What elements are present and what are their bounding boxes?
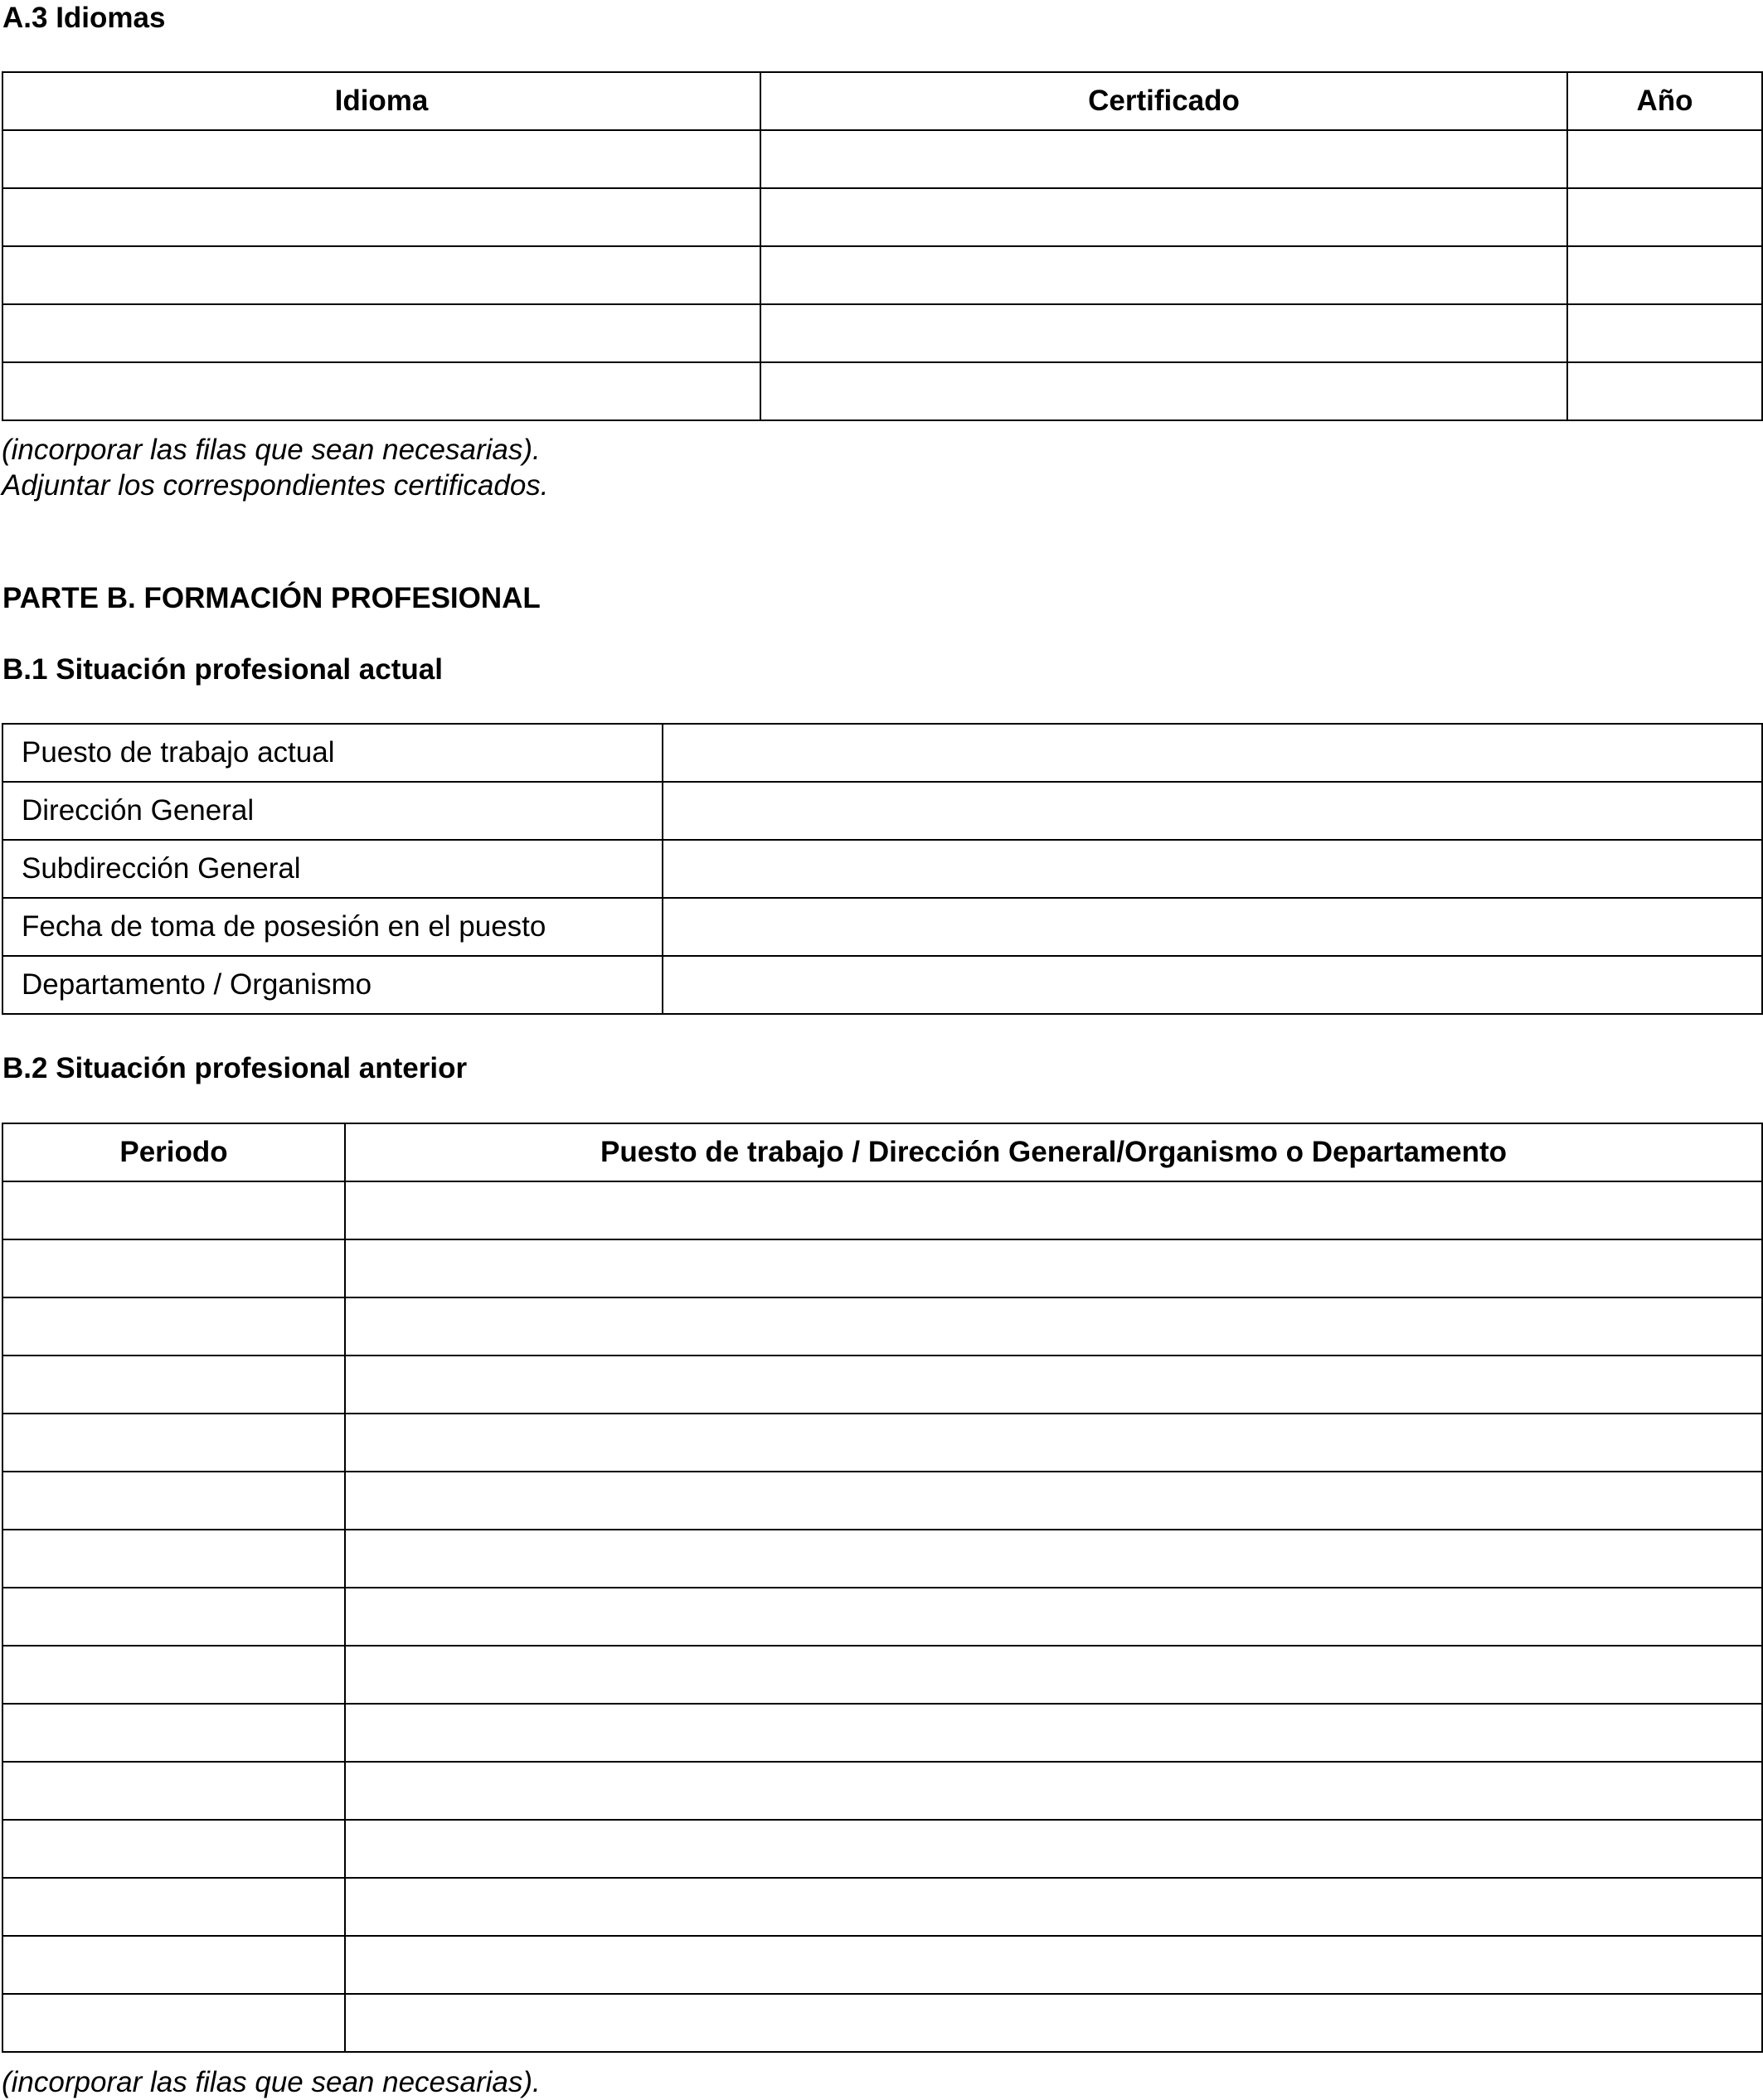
puesto-actual-field[interactable]	[663, 724, 1762, 782]
table-row	[2, 840, 1762, 898]
table-row	[2, 1414, 1762, 1472]
periodo-cell[interactable]	[2, 1239, 345, 1297]
periodo-cell[interactable]	[2, 1762, 345, 1820]
table-row	[2, 1762, 1762, 1820]
table-row	[2, 1878, 1762, 1936]
certificado-cell[interactable]	[760, 246, 1567, 304]
current-position-table	[2, 723, 1763, 1015]
periodo-cell[interactable]	[2, 1994, 345, 2052]
table-row	[2, 898, 1762, 956]
direccion-general-field[interactable]	[663, 782, 1762, 840]
table-row	[2, 956, 1762, 1014]
subdireccion-general-field[interactable]	[663, 840, 1762, 898]
field-label: Puesto de trabajo actual	[2, 724, 663, 782]
ano-cell[interactable]	[1567, 188, 1762, 246]
idioma-cell[interactable]	[2, 130, 760, 188]
puesto-departamento-cell[interactable]	[345, 1297, 1762, 1356]
puesto-departamento-cell[interactable]	[345, 1472, 1762, 1530]
table-row	[2, 188, 1762, 246]
table-row	[2, 724, 1762, 782]
column-header-periodo: Periodo	[2, 1123, 345, 1181]
column-header-idioma: Idioma	[2, 72, 760, 130]
idioma-cell[interactable]	[2, 188, 760, 246]
departamento-organismo-field[interactable]	[663, 956, 1762, 1014]
section-a3-title: A.3 Idiomas	[2, 2, 166, 34]
table-row	[2, 782, 1762, 840]
periodo-cell[interactable]	[2, 1588, 345, 1646]
languages-header-row	[2, 72, 1762, 130]
puesto-departamento-cell[interactable]	[345, 1820, 1762, 1878]
puesto-departamento-cell[interactable]	[345, 1994, 1762, 2052]
previous-positions-table	[2, 1123, 1763, 2053]
periodo-cell[interactable]	[2, 1530, 345, 1588]
field-label: Dirección General	[2, 782, 663, 840]
puesto-departamento-cell[interactable]	[345, 1646, 1762, 1704]
column-header-ano: Año	[1567, 72, 1762, 130]
periodo-cell[interactable]	[2, 1356, 345, 1414]
table-row	[2, 1239, 1762, 1297]
ano-cell[interactable]	[1567, 246, 1762, 304]
table-row	[2, 1994, 1762, 2052]
column-header-puesto-departamento: Puesto de trabajo / Dirección General/Organismo o Departamento	[345, 1123, 1762, 1181]
periodo-cell[interactable]	[2, 1414, 345, 1472]
periodo-cell[interactable]	[2, 1704, 345, 1762]
table-row	[2, 1588, 1762, 1646]
section-b2-title: B.2 Situación profesional anterior	[2, 1052, 468, 1084]
periodo-cell[interactable]	[2, 1472, 345, 1530]
periodo-cell[interactable]	[2, 1181, 345, 1239]
table-row	[2, 1704, 1762, 1762]
table-row	[2, 1356, 1762, 1414]
periodo-cell[interactable]	[2, 1646, 345, 1704]
table-row	[2, 362, 1762, 420]
puesto-departamento-cell[interactable]	[345, 1936, 1762, 1994]
table-row	[2, 1181, 1762, 1239]
previous-positions-header-row	[2, 1123, 1762, 1181]
ano-cell[interactable]	[1567, 130, 1762, 188]
certificado-cell[interactable]	[760, 362, 1567, 420]
previous-positions-body	[2, 1181, 1762, 2052]
column-header-certificado: Certificado	[760, 72, 1567, 130]
idioma-cell[interactable]	[2, 362, 760, 420]
certificado-cell[interactable]	[760, 304, 1567, 362]
ano-cell[interactable]	[1567, 362, 1762, 420]
puesto-departamento-cell[interactable]	[345, 1239, 1762, 1297]
part-b-title: PARTE B. FORMACIÓN PROFESIONAL	[2, 582, 541, 614]
attach-certificates-note: Adjuntar los correspondientes certificados.	[2, 469, 549, 502]
puesto-departamento-cell[interactable]	[345, 1181, 1762, 1239]
idioma-cell[interactable]	[2, 246, 760, 304]
field-label: Fecha de toma de posesión en el puesto	[2, 898, 663, 956]
field-label: Departamento / Organismo	[2, 956, 663, 1014]
table-row	[2, 1820, 1762, 1878]
field-label: Subdirección General	[2, 840, 663, 898]
idioma-cell[interactable]	[2, 304, 760, 362]
certificado-cell[interactable]	[760, 188, 1567, 246]
table-row	[2, 246, 1762, 304]
periodo-cell[interactable]	[2, 1297, 345, 1356]
section-b1-title: B.1 Situación profesional actual	[2, 653, 443, 686]
fecha-toma-posesion-field[interactable]	[663, 898, 1762, 956]
add-rows-note-b2: (incorporar las filas que sean necesarias).	[2, 2066, 541, 2098]
table-row	[2, 1530, 1762, 1588]
periodo-cell[interactable]	[2, 1820, 345, 1878]
puesto-departamento-cell[interactable]	[345, 1704, 1762, 1762]
languages-table	[2, 71, 1763, 421]
puesto-departamento-cell[interactable]	[345, 1414, 1762, 1472]
puesto-departamento-cell[interactable]	[345, 1762, 1762, 1820]
table-row	[2, 1297, 1762, 1356]
puesto-departamento-cell[interactable]	[345, 1530, 1762, 1588]
periodo-cell[interactable]	[2, 1878, 345, 1936]
puesto-departamento-cell[interactable]	[345, 1878, 1762, 1936]
puesto-departamento-cell[interactable]	[345, 1356, 1762, 1414]
table-row	[2, 1472, 1762, 1530]
certificado-cell[interactable]	[760, 130, 1567, 188]
table-row	[2, 1646, 1762, 1704]
add-rows-note: (incorporar las filas que sean necesarias).	[2, 434, 541, 466]
table-row	[2, 1936, 1762, 1994]
periodo-cell[interactable]	[2, 1936, 345, 1994]
ano-cell[interactable]	[1567, 304, 1762, 362]
table-row	[2, 304, 1762, 362]
puesto-departamento-cell[interactable]	[345, 1588, 1762, 1646]
table-row	[2, 130, 1762, 188]
